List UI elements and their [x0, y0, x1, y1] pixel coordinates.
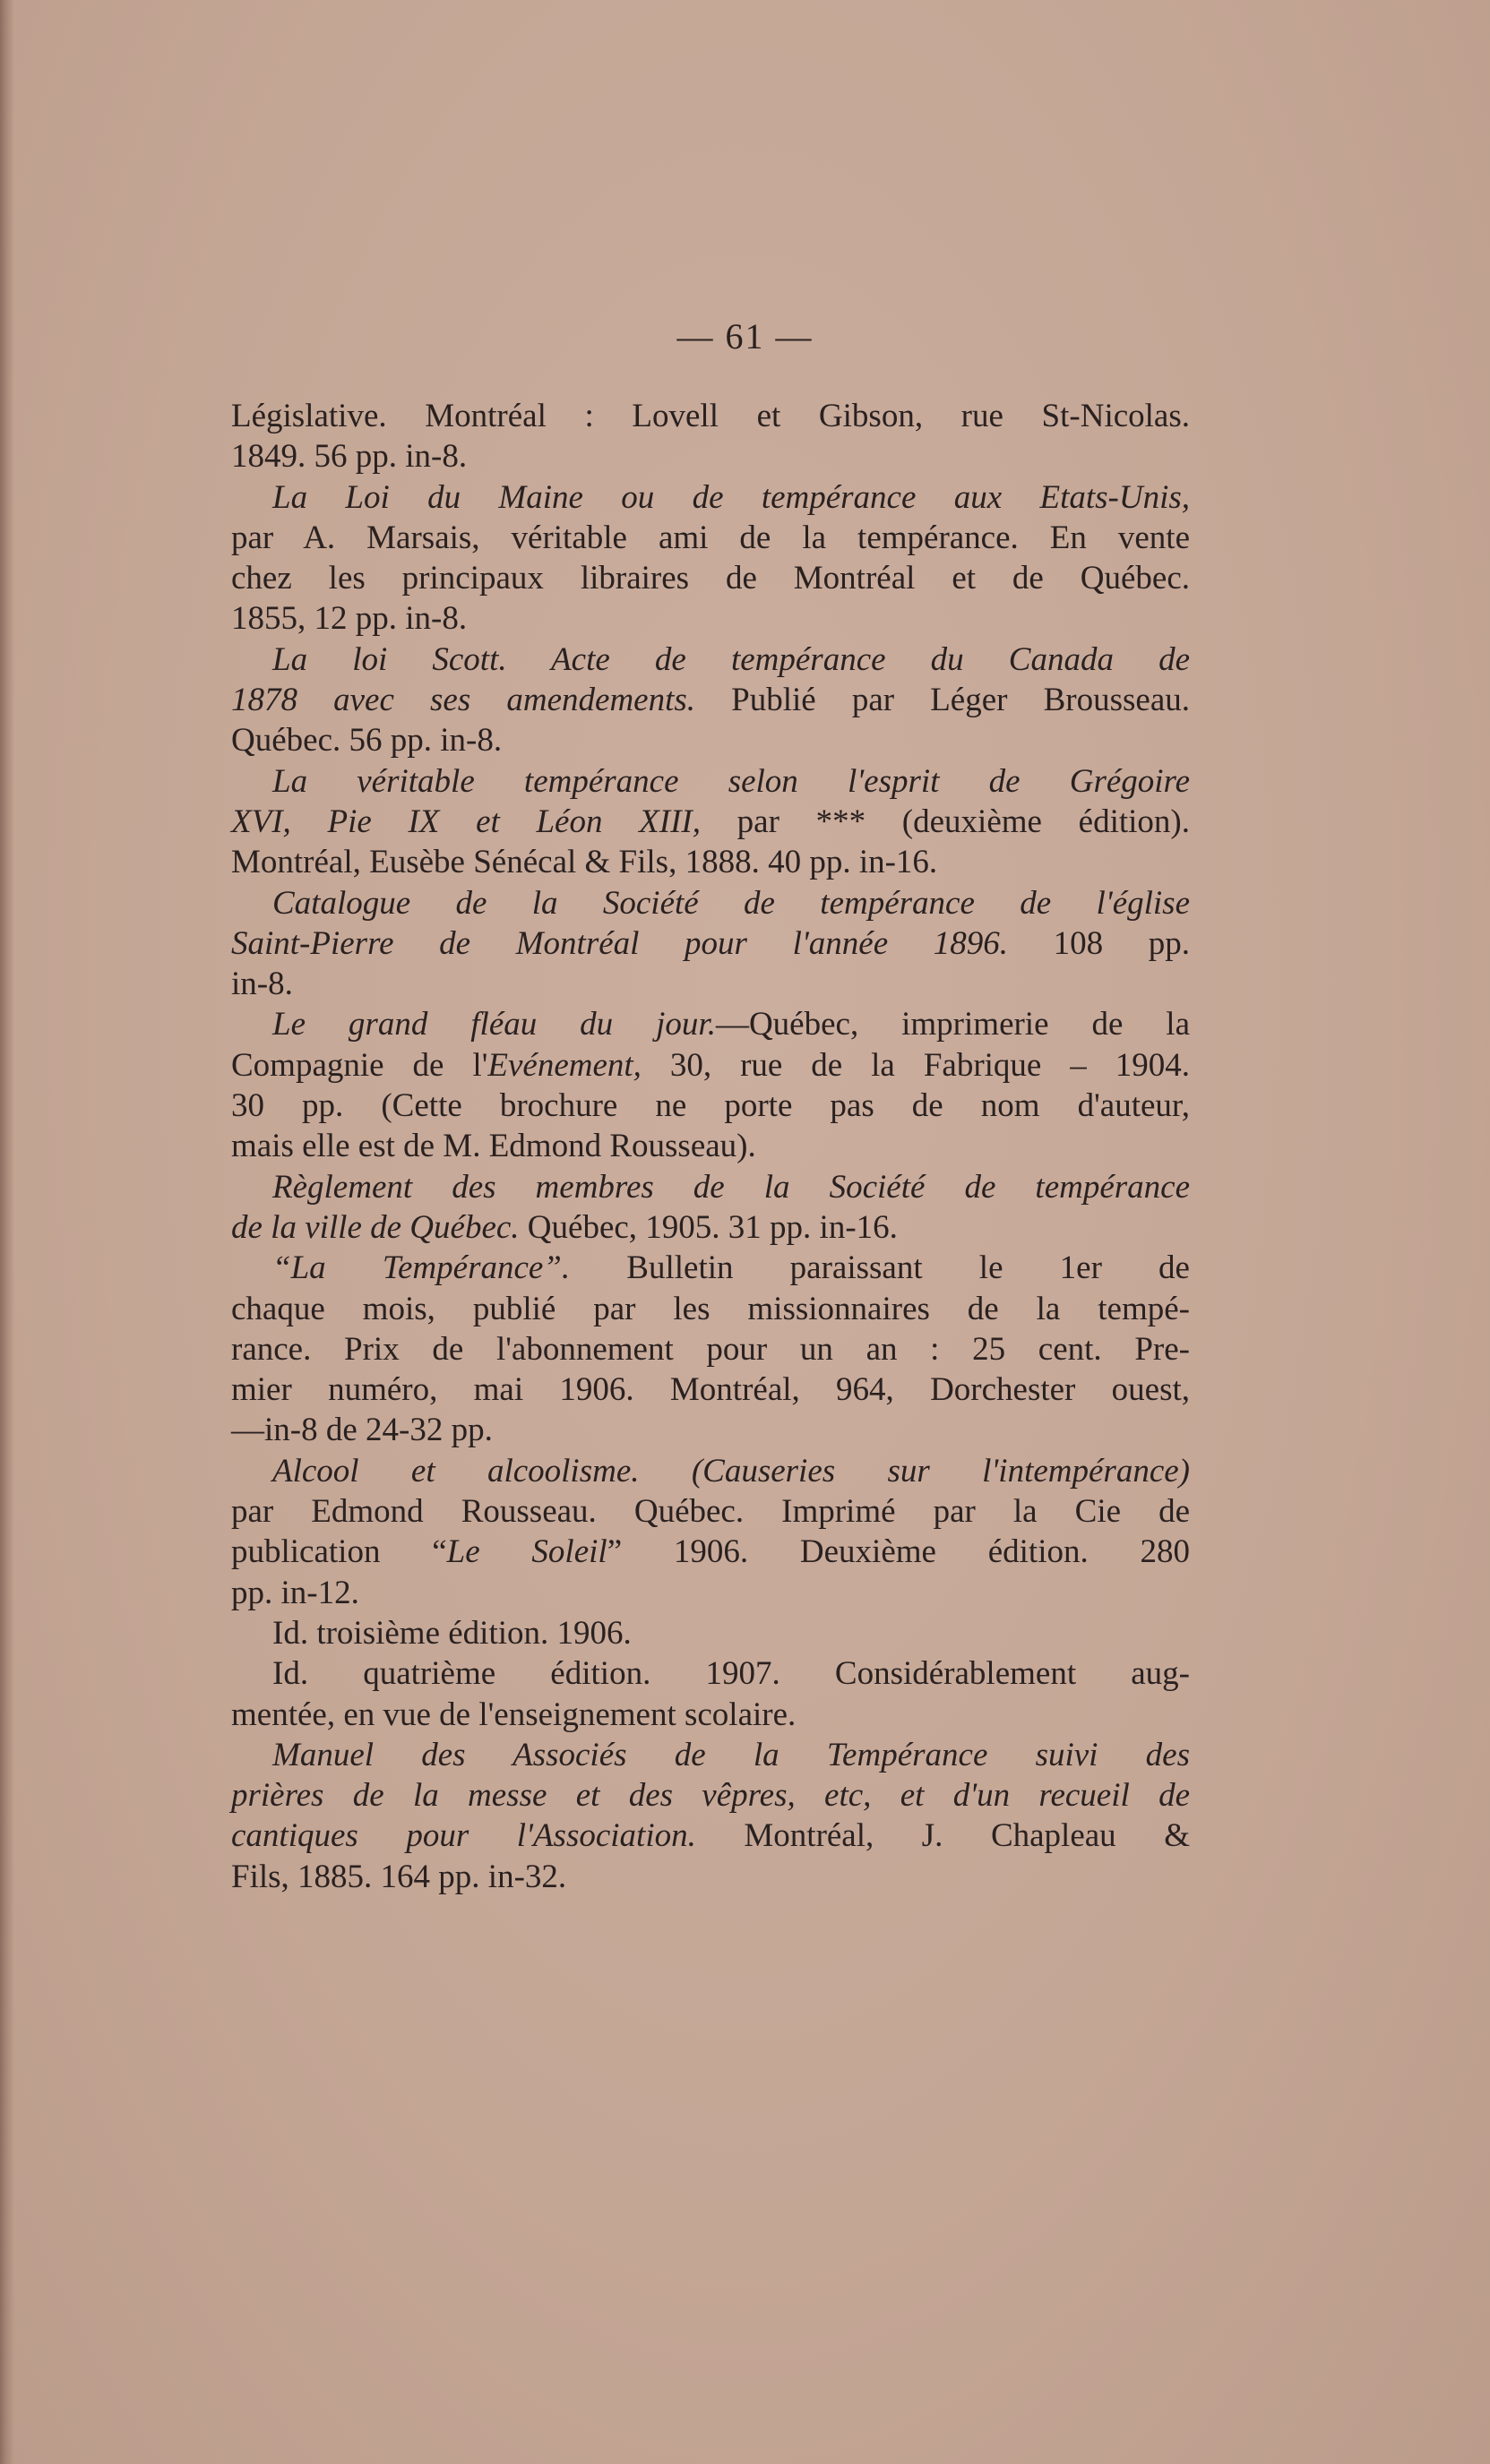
text-line: Législative. Montréal : Lovell et Gibson, rue St-Nicolas. [231, 398, 1190, 434]
italic-title: Evénement, [487, 1046, 642, 1084]
text-line: —in-8 de 24-32 pp. [231, 1412, 493, 1449]
italic-title: prières de la messe et des vêpres, etc, et d'un recueil de [231, 1777, 1190, 1815]
page-binding-edge [0, 0, 14, 2464]
text-line: cantiques pour l'Association. Montréal, J. Chapleau & [231, 1817, 1190, 1855]
text-line: par A. Marsais, véritable ami de la tempérance. En vente [231, 519, 1190, 556]
text-line [231, 883, 1190, 923]
italic-title: Alcool et alcoolisme. (Causeries sur l'intempérance) [272, 1452, 1190, 1490]
text-line: Le grand fléau du jour.—Québec, imprimerie de la [272, 1006, 1191, 1043]
text-line: 1878 avec ses amendements. Publié par Léger Brousseau. [231, 682, 1190, 719]
italic-title: La loi Scott. Acte de tempérance du Canada de [272, 640, 1190, 678]
text-line: in-8. [231, 966, 293, 1003]
italic-title: XVI, Pie IX et Léon XIII, [231, 803, 701, 840]
text-line: XVI, Pie IX et Léon XIII, par *** (deuxième édition). [231, 803, 1190, 840]
text-line: Québec. 56 pp. in-8. [231, 722, 503, 760]
text-line: mier numéro, mai 1906. Montréal, 964, Dorchester ouest, [231, 1371, 1190, 1409]
text-line [231, 640, 1190, 680]
text-line: Montréal, Eusèbe Sénécal & Fils, 1888. 40 pp. in-16. [231, 844, 938, 881]
text-line: 30 pp. (Cette brochure ne porte pas de nom d'auteur, [231, 1087, 1190, 1125]
text-line: de la ville de Québec. Québec, 1905. 31 pp. in-16. [231, 1208, 898, 1246]
text-line: 1855, 12 pp. in-8. [231, 600, 468, 638]
italic-title: de la ville de Québec. [231, 1208, 520, 1246]
text-line: publication “Le Soleil” 1906. Deuxième édition. 280 [231, 1533, 1190, 1571]
text-line: Saint-Pierre de Montréal pour l'année 1896. 108 pp. [231, 924, 1191, 962]
text-line: mais elle est de M. Edmond Rousseau). [231, 1128, 756, 1165]
italic-title: Manuel des Associés de la Tempérance suivi des [272, 1736, 1190, 1773]
italic-title: La véritable tempérance selon l'esprit de Grégoire [272, 762, 1190, 800]
italic-title: La Loi du Maine ou de tempérance aux Etats-Unis, [272, 478, 1190, 516]
text-line: chez les principaux libraires de Montréal et de Québec. [231, 560, 1190, 597]
text-line: 1849. 56 pp. in-8. [231, 438, 468, 476]
page-number: — 61 — [676, 316, 814, 356]
text-line [231, 1735, 1190, 1775]
italic-title: Saint-Pierre de Montréal pour l'année 1896. [231, 924, 1008, 962]
text-line [231, 1167, 1190, 1207]
bibliography-text [231, 396, 1190, 1897]
italic-title: Le grand fléau du jour. [272, 1006, 716, 1043]
text-line: rance. Prix de l'abonnement pour un an : 25 cent. Pre- [231, 1330, 1190, 1368]
italic-title: Catalogue de la Société de tempérance de l'église [272, 884, 1190, 922]
text-line: mentée, en vue de l'enseignement scolaire. [231, 1696, 797, 1733]
text-line: pp. in-12. [231, 1574, 359, 1611]
text-line: Fils, 1885. 164 pp. in-32. [231, 1858, 567, 1895]
text-line [231, 761, 1190, 802]
text-line [231, 1451, 1190, 1491]
italic-title: Le Soleil [446, 1533, 607, 1571]
text-line: Compagnie de l'Evénement, 30, rue de la Fabrique – 1904. [231, 1046, 1190, 1084]
italic-title: 1878 avec ses amendements. [231, 682, 696, 719]
text-line: Id. quatrième édition. 1907. Considérablement aug- [272, 1655, 1190, 1693]
text-line [231, 1775, 1190, 1816]
italic-title: Règlement des membres de la Société de tempérance [272, 1168, 1190, 1206]
text-line: par Edmond Rousseau. Québec. Imprimé par la Cie de [231, 1493, 1190, 1531]
text-line: Id. troisième édition. 1906. [272, 1614, 632, 1652]
italic-title: cantiques pour l'Association. [231, 1817, 696, 1855]
text-line: “La Tempérance”. Bulletin paraissant le 1er de [272, 1249, 1190, 1287]
text-line [231, 477, 1190, 518]
italic-title: “La Tempérance”. [272, 1249, 571, 1287]
text-line: chaque mois, publié par les missionnaires de la tempé- [231, 1290, 1190, 1327]
